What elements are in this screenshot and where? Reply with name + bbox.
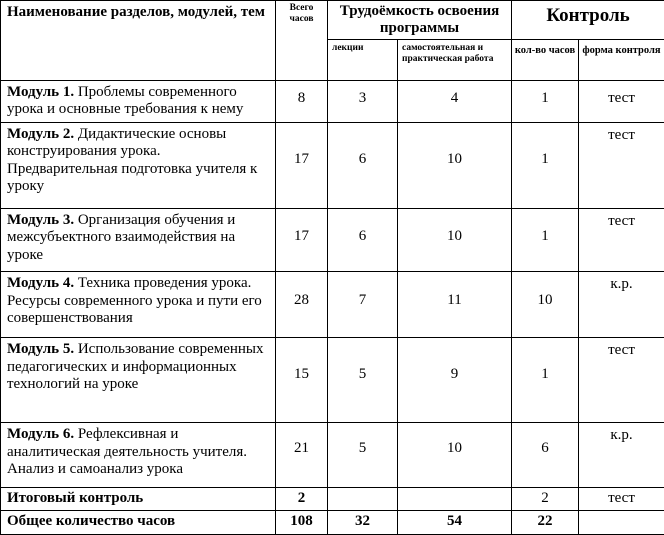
total-hours: 28 [276, 272, 328, 338]
header-lectures: лекции [328, 40, 398, 80]
grand-total-selfwork: 54 [398, 510, 512, 534]
module-name: Модуль 5. Использование современных педагогических и информационных технологий на уроке [1, 338, 276, 423]
module-name: Модуль 2. Дидактические основы конструирования урока. Предварительная подготовка учителя к уроку [1, 122, 276, 208]
table-row [1, 208, 664, 271]
header-selfwork: самостоятельная и практическая работа [398, 40, 512, 80]
lecture-hours: 5 [328, 338, 398, 423]
grand-total-lectures: 32 [328, 510, 398, 534]
selfwork-hours: 10 [398, 208, 512, 271]
header-control-group: Контроль [512, 1, 664, 40]
selfwork-hours: 10 [398, 122, 512, 208]
final-control-total: 2 [276, 487, 328, 510]
lecture-hours: 3 [328, 80, 398, 122]
control-hours: 1 [512, 122, 579, 208]
final-control-row [1, 487, 664, 510]
total-hours: 21 [276, 423, 328, 487]
grand-total-form [579, 510, 664, 534]
grand-total-control-hours: 22 [512, 510, 579, 534]
header-hours: кол-во часов [512, 40, 579, 80]
selfwork-hours: 9 [398, 338, 512, 423]
module-name: Модуль 4. Техника проведения урока. Ресурсы современного урока и пути его совершенствования [1, 272, 276, 338]
control-form: тест [579, 338, 664, 423]
control-form: тест [579, 208, 664, 271]
lecture-hours: 6 [328, 122, 398, 208]
total-hours: 15 [276, 338, 328, 423]
final-control-label: Итоговый контроль [1, 487, 276, 510]
final-control-form: тест [579, 487, 664, 510]
table-row [1, 272, 664, 338]
lecture-hours: 5 [328, 423, 398, 487]
total-hours: 17 [276, 122, 328, 208]
lecture-hours: 7 [328, 272, 398, 338]
selfwork-hours: 10 [398, 423, 512, 487]
final-control-selfwork [398, 487, 512, 510]
control-hours: 6 [512, 423, 579, 487]
control-form: тест [579, 122, 664, 208]
header-total: Всего часов [276, 1, 328, 81]
selfwork-hours: 11 [398, 272, 512, 338]
lecture-hours: 6 [328, 208, 398, 271]
total-hours: 8 [276, 80, 328, 122]
table-row [1, 122, 664, 208]
control-form: тест [579, 80, 664, 122]
module-name: Модуль 1. Проблемы современного урока и основные требования к нему [1, 80, 276, 122]
final-control-lectures [328, 487, 398, 510]
selfwork-hours: 4 [398, 80, 512, 122]
table-row [1, 338, 664, 423]
control-form: к.р. [579, 423, 664, 487]
grand-total-label: Общее количество часов [1, 510, 276, 534]
total-hours: 17 [276, 208, 328, 271]
module-name: Модуль 3. Организация обучения и межсубъектного взаимодействия на уроке [1, 208, 276, 271]
table-row [1, 80, 664, 122]
control-hours: 1 [512, 338, 579, 423]
control-form: к.р. [579, 272, 664, 338]
final-control-hours: 2 [512, 487, 579, 510]
header-labor-group: Трудоёмкость освоения программы [328, 1, 512, 40]
control-hours: 10 [512, 272, 579, 338]
table-row [1, 423, 664, 487]
control-hours: 1 [512, 80, 579, 122]
grand-total-hours: 108 [276, 510, 328, 534]
header-name: Наименование разделов, модулей, тем [1, 1, 276, 81]
control-hours: 1 [512, 208, 579, 271]
header-form: форма контроля [579, 40, 664, 80]
module-name: Модуль 6. Рефлексивная и аналитическая деятельность учителя. Анализ и самоанализ урока [1, 423, 276, 487]
grand-total-row [1, 510, 664, 534]
